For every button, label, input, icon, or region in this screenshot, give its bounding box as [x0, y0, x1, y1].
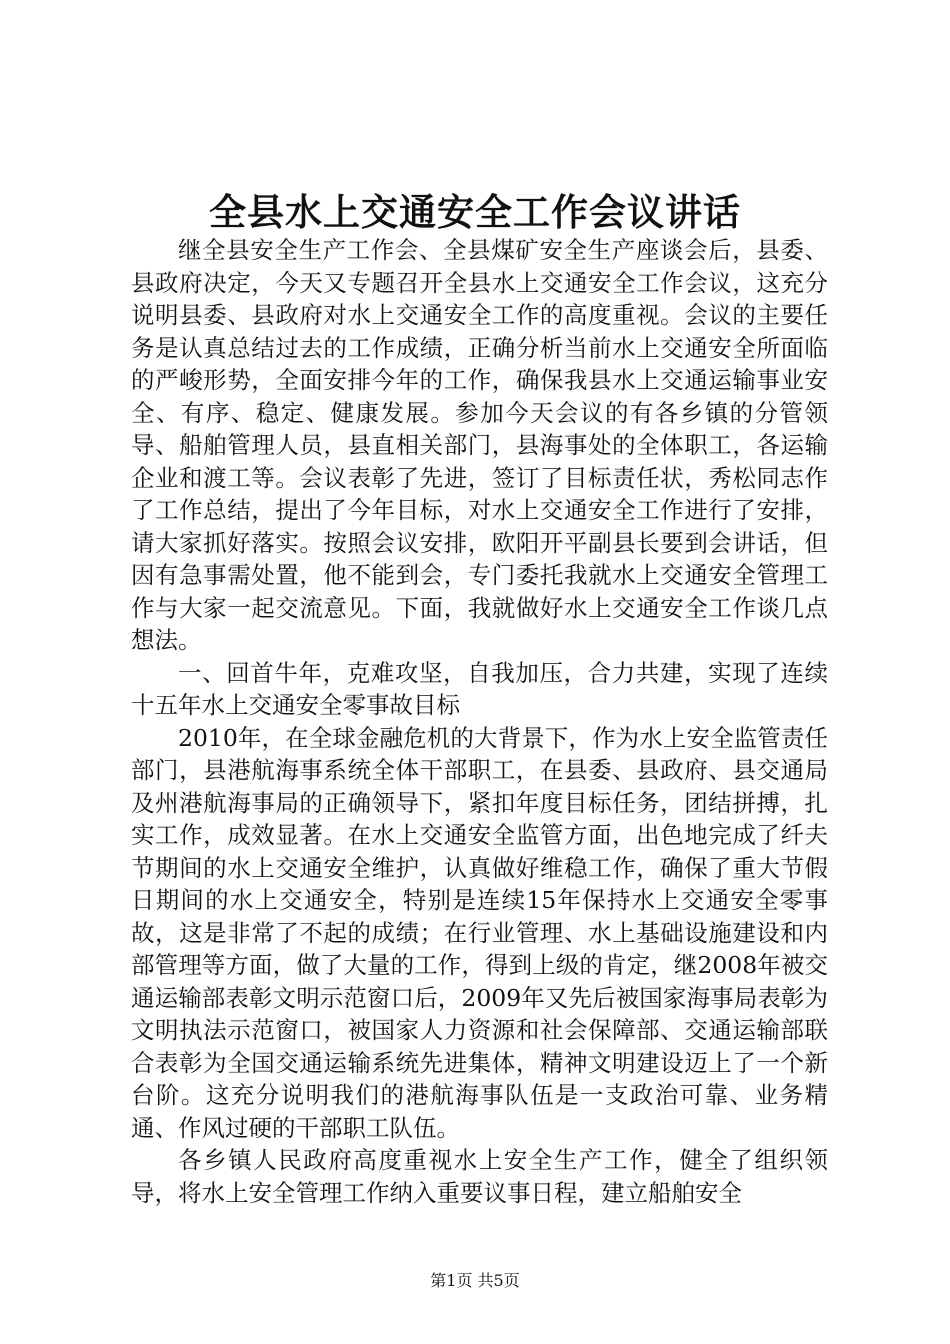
document-title: 全县水上交通安全工作会议讲话 [209, 191, 741, 234]
document-body [131, 234, 828, 1209]
page-footer: 第1页 共5页 [430, 1271, 520, 1290]
paragraph-townships: 各乡镇人民政府高度重视水上安全生产工作，健全了组织领导，将水上安全管理工作纳入重要议事日程，建立船舶安全 [131, 1146, 828, 1207]
paragraph-2010: 2010年，在全球金融危机的大背景下，作为水上安全监管责任部门，县港航海事系统全体干部职工，在县委、县政府、县交通局及州港航海事局的正确领导下，紧扣年度目标任务，团结拼搏，扎实工作，成效显著。在水上交通安全监管方面，出色地完成了纤夫节期间的水上交通安全维护，认真做好维稳工作，确保了重大节假日期间的水上交通安全，特别是连续15年保持水上交通安全零事故，这是非常了不起的成绩；在行业管理、水上基础设施建设和内部管理等方面，做了大量的工作，得到上级的肯定，继2008年被交通运输部表彰文明示范窗口后，2009年又先后被国家海事局表彰为文明执法示范窗口，被国家人力资源和社会保障部、交通运输部联合表彰为全国交通运输系统先进集体，精神文明建设迈上了一个新台阶。这充分说明我们的港航海事队伍是一支政治可靠、业务精通、作风过硬的干部职工队伍。 [131, 723, 828, 1142]
paragraph-intro: 继全县安全生产工作会、全县煤矿安全生产座谈会后，县委、县政府决定，今天又专题召开全县水上交通安全工作会议，这充分说明县委、县政府对水上交通安全工作的高度重视。会议的主要任务是认真总结过去的工作成绩，正确分析当前水上交通安全所面临的严峻形势，全面安排今年的工作，确保我县水上交通运输事业安全、有序、稳定、健康发展。参加今天会议的有各乡镇的分管领导、船舶管理人员，县直相关部门，县海事处的全体职工，各运输企业和渡工等。会议表彰了先进，签订了目标责任状，秀松同志作了工作总结，提出了今年目标，对水上交通安全工作进行了安排，请大家抓好落实。按照会议安排，欧阳开平副县长要到会讲话，但因有急事需处置，他不能到会，专门委托我就水上交通安全管理工作与大家一起交流意见。下面，我就做好水上交通安全工作谈几点想法。 [131, 236, 828, 654]
section-heading-1: 一、回首牛年，克难攻坚，自我加压，合力共建，实现了连续十五年水上交通安全零事故目标 [131, 658, 828, 719]
